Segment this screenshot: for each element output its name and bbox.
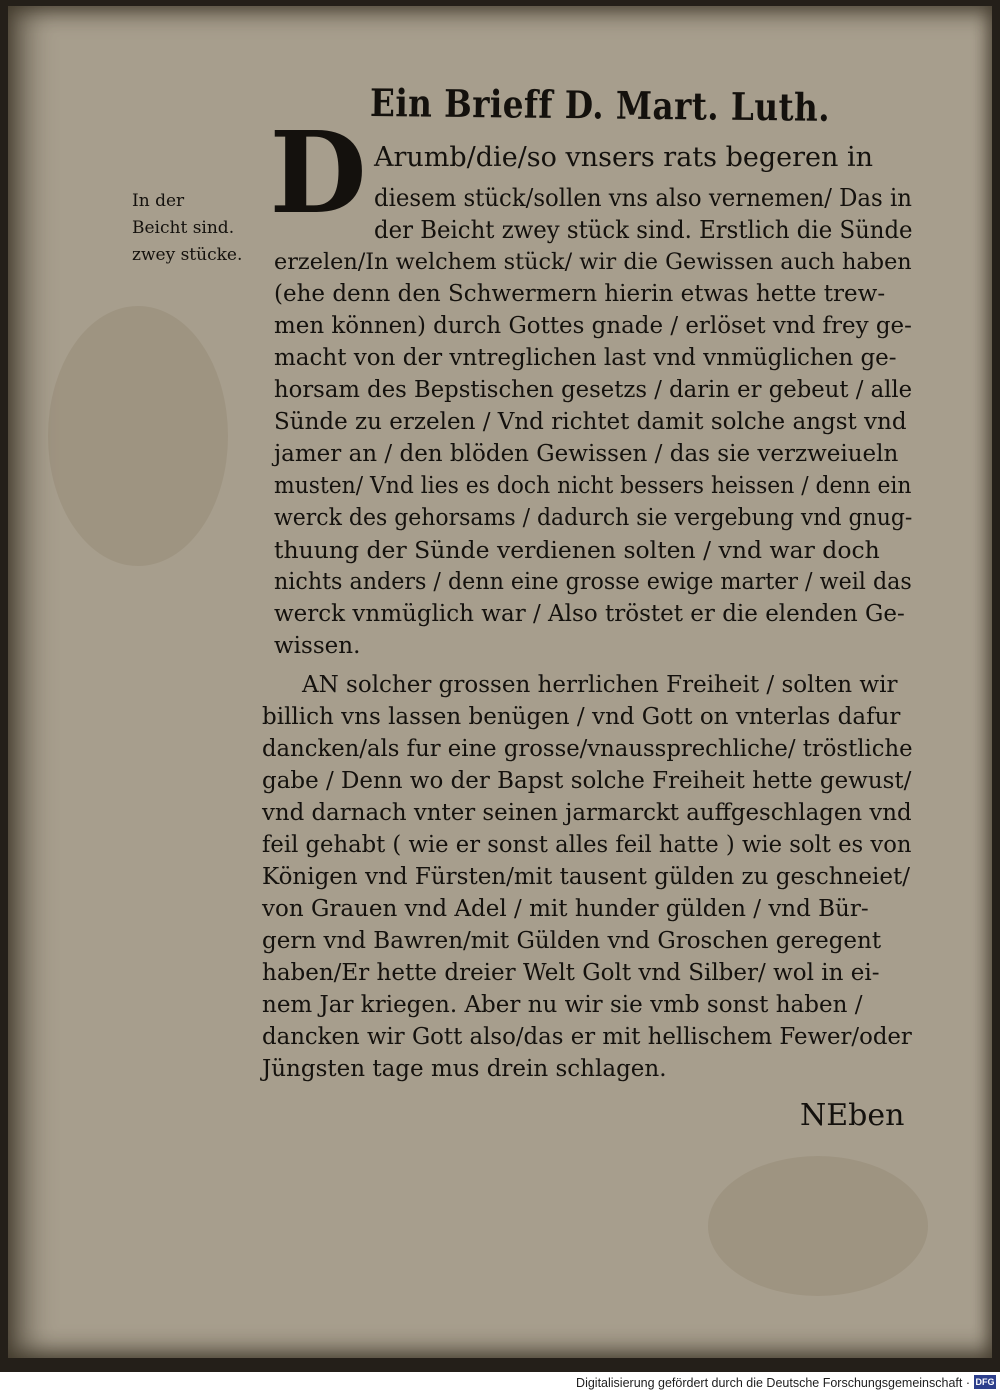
margin-note-line: Beicht sind. xyxy=(132,218,235,238)
text-line: nichts anders / denn eine grosse ewige marter / weil das xyxy=(274,569,912,595)
dfg-logo: DFG xyxy=(975,1377,995,1387)
footer-credit: Digitalisierung gefördert durch die Deutsche Forschungsgemeinschaft · xyxy=(576,1376,970,1390)
text-line: wissen. xyxy=(274,633,361,659)
text-line: (ehe denn den Schwermern hierin etwas hette trew- xyxy=(274,281,886,307)
margin-note-line: In der xyxy=(132,191,185,211)
text-line: AN solcher grossen herrlichen Freiheit / solten wir xyxy=(302,672,898,698)
paper-stain xyxy=(708,1156,928,1296)
text-line: vnd darnach vnter seinen jarmarckt auffgeschlagen vnd xyxy=(262,800,912,826)
text-line: men können) durch Gottes gnade / erlöset vnd frey ge- xyxy=(274,313,912,339)
text-line: macht von der vntreglichen last vnd vnmüglichen ge- xyxy=(274,345,897,371)
text-line: werck vnmüglich war / Also tröstet er die elenden Ge- xyxy=(274,601,905,627)
text-line: gabe / Denn wo der Bapst solche Freiheit hette gewust/ xyxy=(262,768,912,794)
text-line: von Grauen vnd Adel / mit hunder gülden / vnd Bür- xyxy=(262,896,869,922)
margin-note xyxy=(132,188,242,269)
running-head: Ein Brieff D. Mart. Luth. xyxy=(369,80,831,130)
text-line: billich vns lassen benügen / vnd Gott on vnterlas dafur xyxy=(262,704,901,730)
text-line: horsam des Bepstischen gesetzs / darin er gebeut / alle xyxy=(274,377,913,403)
text-line: Arumb/die/so vnsers rats begeren in xyxy=(374,142,873,173)
text-line: dancken wir Gott also/das er mit hellischem Fewer/oder xyxy=(262,1024,912,1050)
paper-stain xyxy=(48,306,228,566)
text-line: nem Jar kriegen. Aber nu wir sie vmb sonst haben / xyxy=(262,992,863,1018)
text-line: diesem stück/sollen vns also vernemen/ Das in xyxy=(374,183,912,212)
text-line: Königen vnd Fürsten/mit tausent gülden zu geschneiet/ xyxy=(262,864,910,890)
text-line: jamer an / den blöden Gewissen / das sie verzweiueln xyxy=(274,441,899,467)
text-line: Jüngsten tage mus drein schlagen. xyxy=(262,1056,667,1082)
catchword: NEben xyxy=(800,1098,905,1133)
text-line: erzelen/In welchem stück/ wir die Gewissen auch haben xyxy=(274,249,912,275)
decorated-initial: D xyxy=(269,108,367,239)
text-line: Sünde zu erzelen / Vnd richtet damit solche angst vnd xyxy=(274,409,907,435)
text-line: werck des gehorsams / dadurch sie vergebung vnd gnug- xyxy=(274,505,913,531)
margin-note-line: zwey stücke. xyxy=(132,245,243,265)
text-line: gern vnd Bawren/mit Gülden vnd Groschen geregent xyxy=(262,928,882,954)
text-line: thuung der Sünde verdienen solten / vnd war doch xyxy=(274,536,880,564)
text-line: feil gehabt ( wie er sonst alles feil hatte ) wie solt es von xyxy=(262,832,912,858)
text-line: musten/ Vnd lies es doch nicht bessers heissen / denn ein xyxy=(274,473,912,499)
text-line: haben/Er hette dreier Welt Golt vnd Silber/ wol in ei- xyxy=(262,960,880,986)
text-line: der Beicht zwey stück sind. Erstlich die Sünde xyxy=(374,215,913,244)
text-line: dancken/als fur eine grosse/vnaussprechliche/ tröstliche xyxy=(262,736,913,762)
